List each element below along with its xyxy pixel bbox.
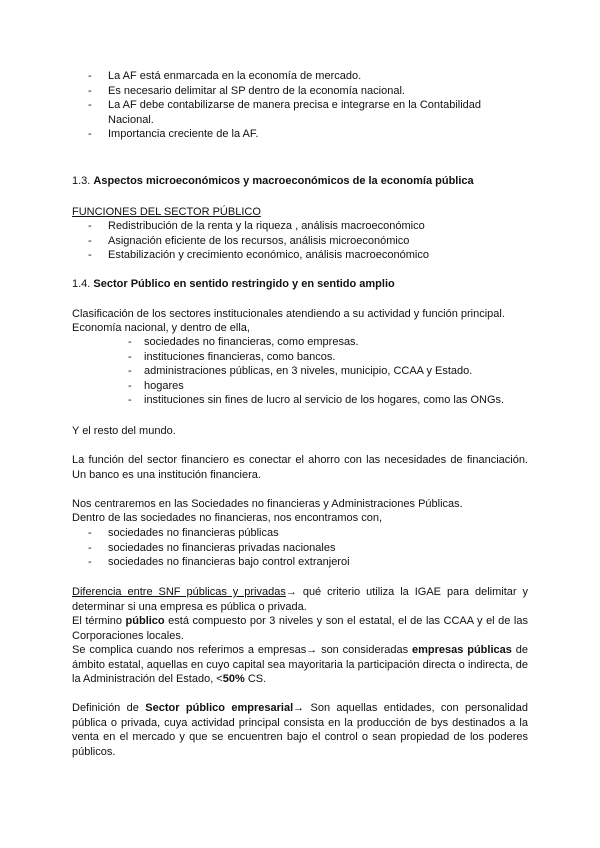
financiero-paragraph: La función del sector financiero es conectar el ahorro con las necesidades de financiación. Un banco es una institución financiera.: [72, 454, 528, 481]
section-title: Sector Público en sentido restringido y en sentido amplio: [93, 278, 395, 290]
centraremos-line: Nos centraremos en las Sociedades no financieras y Administraciones Públicas.: [72, 498, 463, 510]
definicion-paragraph: Definición de Sector público empresarial→ Son aquellas entidades, con personalidad pública o privada, cuya actividad principal consista en la producción de bys destinados a la venta en el mercado y que se encuentren bajo el control o sean propiedad de los poderes públicos.: [72, 702, 528, 758]
list-item: - La AF está enmarcada en la economía de mercado.: [72, 69, 528, 84]
resto-mundo: Y el resto del mundo.: [72, 425, 176, 437]
clasificacion-line: Clasificación de los sectores institucionales atendiendo a su actividad y función principal.: [72, 308, 505, 320]
list-item: - sociedades no financieras, como empresas.: [72, 335, 528, 350]
list-item: - instituciones sin fines de lucro al servicio de los hogares, como las ONGs.: [72, 393, 528, 408]
funciones-list: [72, 219, 528, 263]
sector-publico-empresarial-term: Sector público empresarial: [145, 702, 294, 714]
af-list: [72, 69, 528, 142]
list-item: - instituciones financieras, como bancos.: [72, 350, 528, 365]
termino-paragraph: El término público está compuesto por 3 niveles y son el estatal, el de las CCAA y el de las Corporaciones locales.: [72, 615, 528, 642]
list-item: - sociedades no financieras públicas: [72, 526, 528, 541]
list-item: - sociedades no financieras bajo control extranjeroi: [72, 555, 528, 570]
list-item: - administraciones públicas, en 3 niveles, municipio, CCAA y Estado.: [72, 364, 528, 379]
sectores-list: [72, 335, 528, 408]
list-item: - La AF debe contabilizarse de manera precisa e integrarse en la Contabilidad Nacional.: [72, 98, 528, 127]
list-item: - Asignación eficiente de los recursos, análisis microeconómico: [72, 234, 528, 249]
diferencia-section: [72, 585, 528, 687]
percentage-value: 50%: [222, 673, 245, 685]
complica-paragraph: Se complica cuando nos referimos a empresas→ son consideradas empresas públicas de ámbito estatal, aquellas en cuyo capital sea mayoritaria la participación directa o indirecta, de la Administración del Estado, <50% CS.: [72, 644, 528, 685]
snf-list: [72, 526, 528, 570]
section-title: Aspectos microeconómicos y macroeconómicos de la economía pública: [93, 175, 474, 187]
list-item: - Importancia creciente de la AF.: [72, 127, 528, 142]
list-item: - Es necesario delimitar al SP dentro de la economía nacional.: [72, 84, 528, 99]
list-item: - sociedades no financieras privadas nacionales: [72, 541, 528, 556]
section-1-4-heading: [72, 277, 528, 292]
section-1-3-heading: [72, 174, 528, 189]
list-item: - hogares: [72, 379, 528, 394]
section-number: 1.4.: [72, 278, 94, 290]
diferencia-paragraph: Diferencia entre SNF públicas y privadas→ qué criterio utiliza la IGAE para delimitar y determinar si una empresa es pública o privada.: [72, 586, 528, 613]
funciones-heading: FUNCIONES DEL SECTOR PÚBLICO: [72, 206, 261, 218]
section-number: 1.3.: [72, 175, 94, 187]
list-item: - Estabilización y crecimiento económico, análisis macroeconómico: [72, 248, 528, 263]
diferencia-term: Diferencia entre SNF públicas y privadas: [72, 586, 286, 598]
empresas-publicas-term: empresas públicas: [412, 644, 512, 656]
list-item: - Redistribución de la renta y la riqueza , análisis macroeconómico: [72, 219, 528, 234]
publico-term: público: [125, 615, 165, 627]
economia-line: Economía nacional, y dentro de ella,: [72, 322, 250, 334]
dentro-line: Dentro de las sociedades no financieras, nos encontramos con,: [72, 512, 383, 524]
